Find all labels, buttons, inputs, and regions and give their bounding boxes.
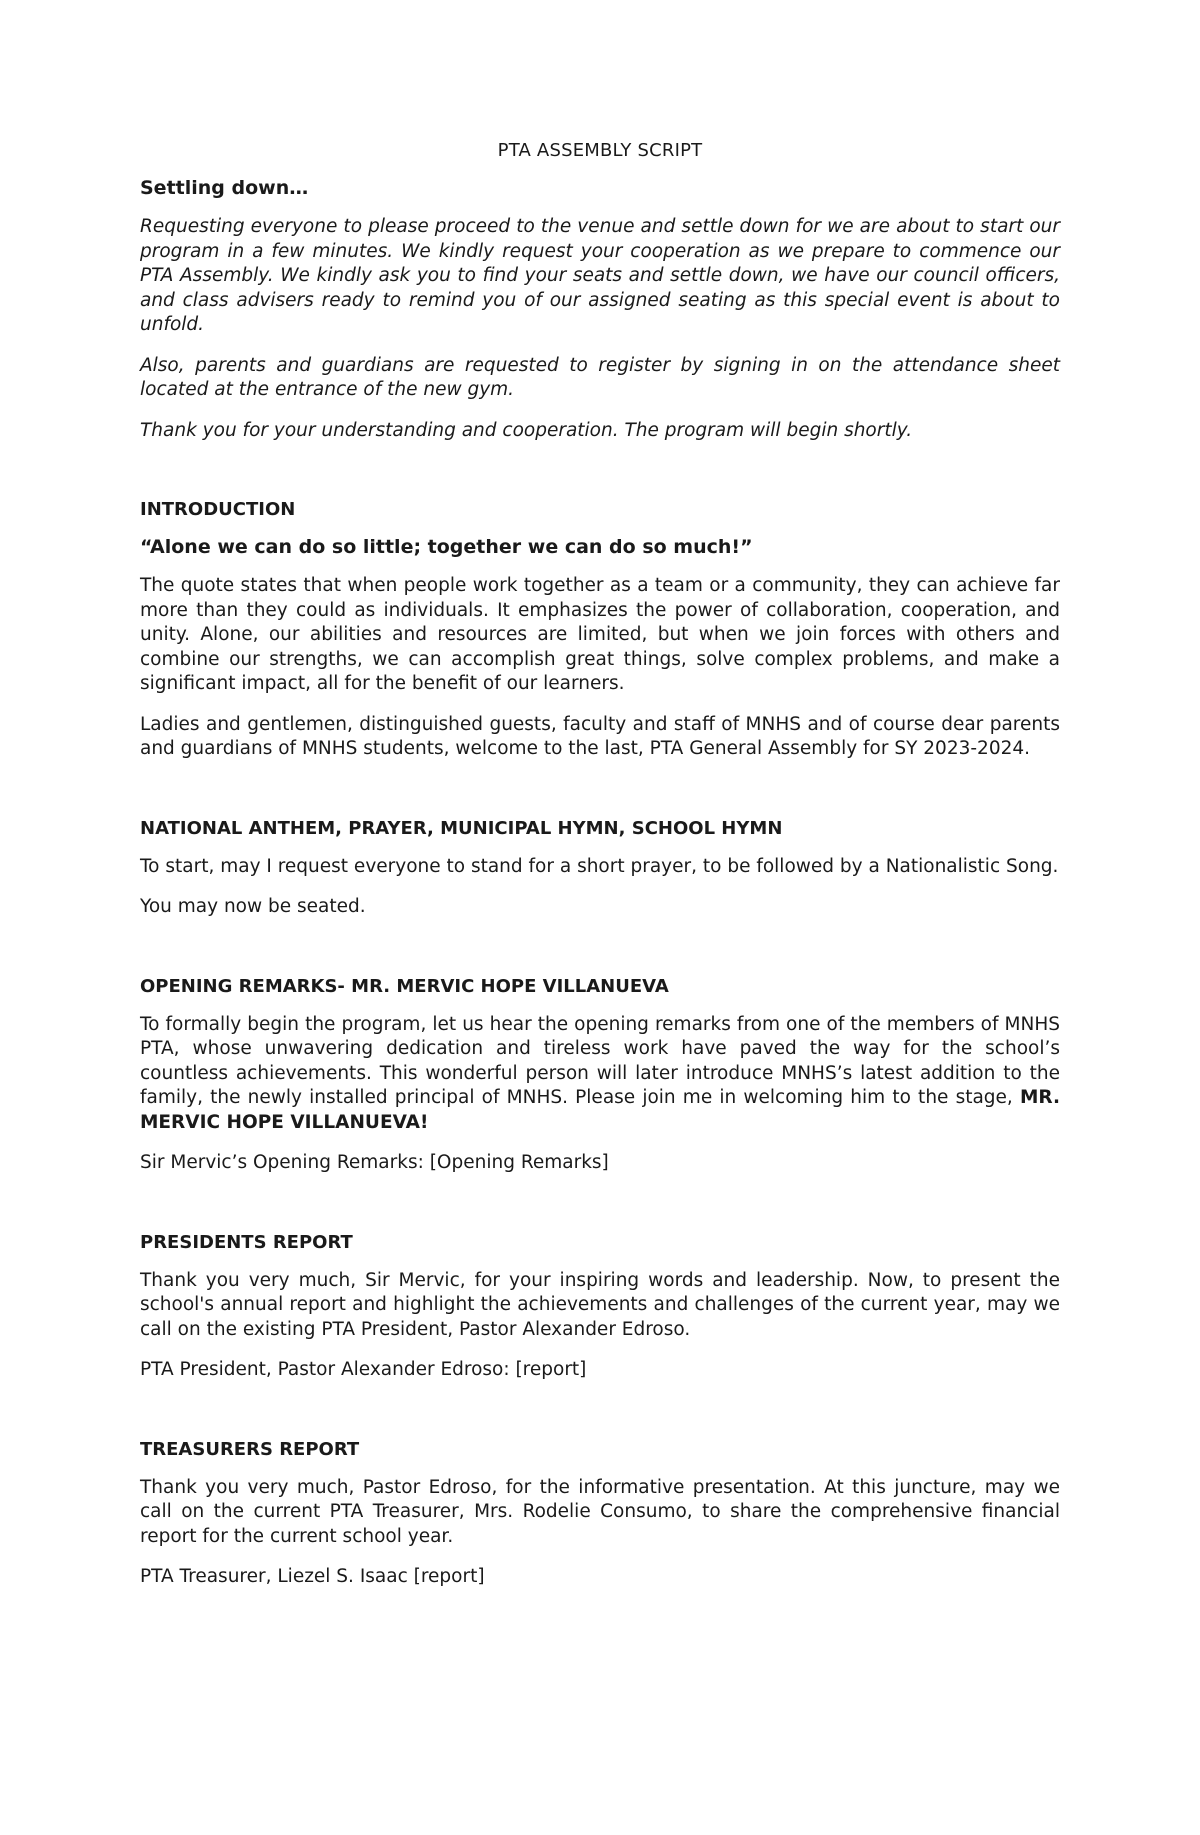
presidents-report-paragraph-2: PTA President, Pastor Alexander Edroso: [report] [140, 1359, 587, 1380]
document-title: PTA ASSEMBLY SCRIPT [497, 140, 703, 161]
opening-remarks-paragraph-1 [140, 1013, 1060, 1136]
settling-paragraph-1: Requesting everyone to please proceed to the venue and settle down for we are about to start our program in a few minutes. We kindly request your cooperation as we prepare to commence our PTA Assembly. We kindly ask you to find your seats and settle down, we have our council officers, and class advisers ready to remind you of our assigned seating as this special event is about to unfold. [140, 216, 1060, 335]
anthem-heading: NATIONAL ANTHEM, PRAYER, MUNICIPAL HYMN, SCHOOL HYMN [140, 817, 783, 839]
treasurers-report-heading: TREASURERS REPORT [140, 1438, 360, 1460]
introduction-paragraph-1: The quote states that when people work together as a team or a community, they can achieve far more than they could as individuals. It emphasizes the power of collaboration, cooperation, and unity. Alone, our abilities and resources are limited, but when we join forces with others and combine our strengths, we can accomplish great things, solve complex problems, and make a significant impact, all for the benefit of our learners. [140, 575, 1060, 694]
introduction-quote: “Alone we can do so little; together we can do so much!” [140, 536, 753, 558]
opening-remarks-text: To formally begin the program, let us hear the opening remarks from one of the members of MNHS PTA, whose unwavering dedication and tireless work have paved the way for the school’s countless achievements. This wonderful person will later introduce MNHS’s latest addition to the family, the newly installed principal of MNHS. Please join me in welcoming him to the stage, [140, 1013, 1060, 1108]
opening-remarks-heading: OPENING REMARKS- MR. MERVIC HOPE VILLANUEVA [140, 975, 669, 997]
document-page [140, 140, 1060, 1606]
settling-paragraph-2: Also, parents and guardians are requested to register by signing in on the attendance sheet located at the entrance of the new gym. [140, 354, 1060, 400]
introduction-heading: INTRODUCTION [140, 499, 296, 520]
introduction-paragraph-2: Ladies and gentlemen, distinguished guests, faculty and staff of MNHS and of course dear parents and guardians of MNHS students, welcome to the last, PTA General Assembly for SY 2023-2024. [140, 713, 1060, 759]
anthem-paragraph-1: To start, may I request everyone to stand for a short prayer, to be followed by a Nationalistic Song. [140, 855, 1059, 877]
settling-heading: Settling down… [140, 177, 309, 199]
opening-remarks-paragraph-2: Sir Mervic’s Opening Remarks: [Opening Remarks] [140, 1152, 609, 1173]
opening-remarks-speaker-name: MR. MERVIC HOPE VILLANUEVA! [140, 1087, 1060, 1133]
presidents-report-paragraph-1: Thank you very much, Sir Mervic, for your inspiring words and leadership. Now, to present the school's annual report and highlight the achievements and challenges of the current year, may we call on the existing PTA President, Pastor Alexander Edroso. [140, 1269, 1060, 1340]
treasurers-report-paragraph-2: PTA Treasurer, Liezel S. Isaac [report] [140, 1566, 485, 1587]
anthem-paragraph-2: You may now be seated. [140, 896, 366, 917]
presidents-report-heading: PRESIDENTS REPORT [140, 1231, 353, 1253]
treasurers-report-paragraph-1: Thank you very much, Pastor Edroso, for the informative presentation. At this juncture, may we call on the current PTA Treasurer, Mrs. Rodelie Consumo, to share the comprehensive financial report for the current school year. [140, 1476, 1060, 1547]
settling-paragraph-3: Thank you for your understanding and cooperation. The program will begin shortly. [140, 419, 913, 441]
